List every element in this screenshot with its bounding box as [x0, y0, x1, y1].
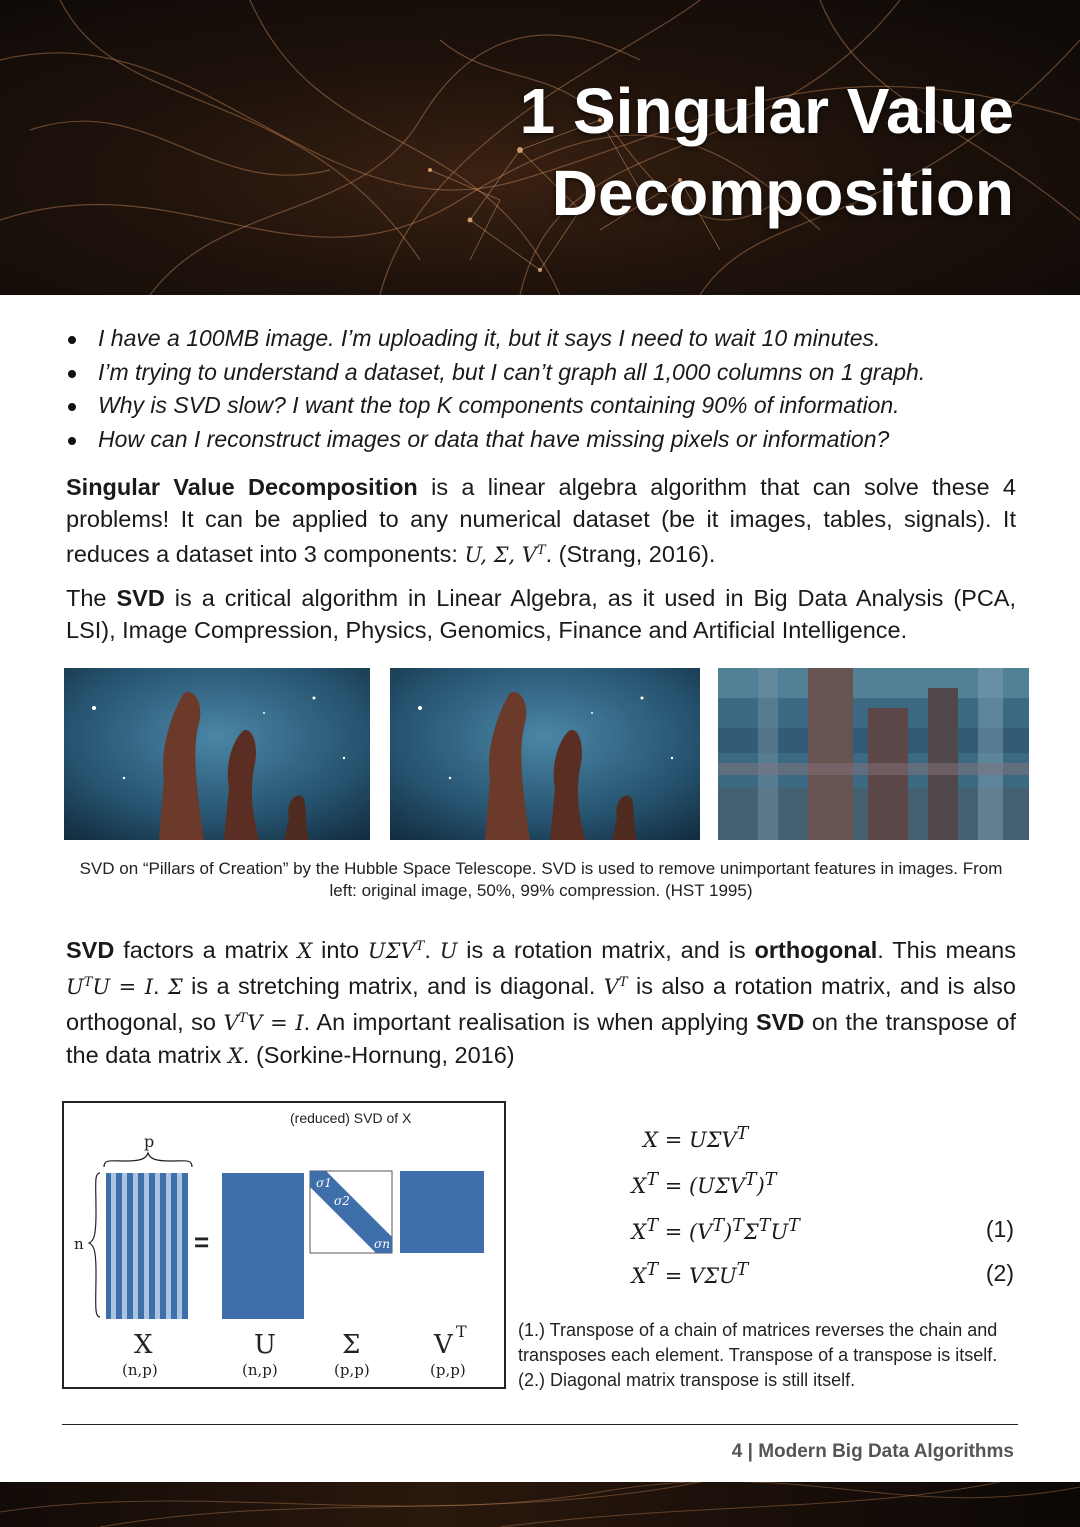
matrix-dims-vt: (p,p): [430, 1361, 466, 1379]
bullet-icon: [68, 437, 76, 445]
math-vtv: [223, 1011, 303, 1035]
equation-lhs: [600, 1260, 658, 1288]
p-label: p: [144, 1132, 155, 1151]
equals-sign: =: [194, 1227, 210, 1257]
n-brace: [89, 1173, 100, 1317]
equation-row: [600, 1260, 1020, 1288]
matrix-vt: [400, 1171, 484, 1253]
matrix-label-vt: V: [434, 1330, 453, 1360]
list-item: [66, 356, 1026, 390]
math-sup: T: [415, 939, 425, 954]
question-text: I’m trying to understand a dataset, but I can’t graph all 1,000 columns on 1 graph.: [98, 358, 926, 385]
intro-math: [464, 543, 545, 567]
intro-math-sup: T: [536, 543, 546, 558]
matrix-u: [222, 1173, 304, 1319]
transpose-note: (1.) Transpose of a chain of matrices reverses the chain and transposes each element. Transpose of a transpose is itself. (2.) Diagonal matrix transpose is still itself.: [518, 1320, 998, 1390]
equation-lhs-base: X: [643, 1128, 658, 1152]
equation-rhs: = $(U\Sigma V^T)^T$: [664, 1170, 777, 1198]
figure-caption: SVD on “Pillars of Creation” by the Hubble Space Telescope. SVD is used to remove unimportant features in images. From left: original image, 50%, 99% compression. (HST 1995): [79, 859, 1003, 900]
factor-text: factors a matrix: [114, 937, 298, 963]
matrix-label-sigma: Σ: [342, 1330, 361, 1360]
equation-lhs-base: X: [631, 1220, 647, 1244]
matrix-dims-u: (n,p): [242, 1361, 278, 1379]
title-line-2: Decomposition: [551, 157, 1014, 229]
factor-text: .: [424, 937, 440, 963]
math-sigma: Σ: [167, 975, 183, 999]
factor-text: is a stretching matrix, and is diagonal.: [182, 973, 604, 999]
page-title: [520, 70, 1014, 234]
list-item: [66, 423, 1026, 457]
pillars-original-image: [64, 668, 370, 840]
equation-lhs-sup: T: [646, 1216, 658, 1236]
footer-band-graphic: [0, 1482, 1080, 1527]
equation-rhs: = $V\Sigma U^T$: [664, 1260, 749, 1288]
title-line-1: 1 Singular Value: [519, 75, 1014, 147]
math-sup: T: [83, 975, 93, 990]
equation-number: (1): [985, 1216, 1014, 1242]
equation-lhs: [600, 1216, 658, 1244]
equation-row: [600, 1170, 776, 1198]
pillars-99-percent-image: [718, 668, 1029, 840]
factor-text: .: [153, 973, 168, 999]
equation-lhs-base: X: [631, 1264, 647, 1288]
importance-bold: SVD: [116, 585, 165, 611]
equation-row: [600, 1124, 748, 1152]
sigma-1-label: σ1: [316, 1176, 332, 1190]
sigma-2-label: σ2: [334, 1194, 350, 1208]
question-text: Why is SVD slow? I want the top K components containing 90% of information.: [98, 392, 900, 418]
svd-diagram-graphic: [64, 1103, 504, 1387]
list-item: [66, 322, 1026, 356]
bullet-icon: [68, 336, 76, 344]
equation-lhs-sup: T: [646, 1170, 658, 1190]
bullet-icon: [68, 403, 76, 411]
equation-row: [600, 1216, 1020, 1244]
intro-text: is a linear algebra algorithm that can solve these 4 problems! It can be applied to any numerical dataset (be it images, tables, signals). It reduces a dataset into 3 components:: [66, 474, 1017, 567]
importance-text: is a critical algorithm in Linear Algebra, as it used in Big Data Analysis (PCA, LSI), Image Compression, Physics, Genomics, Finance and Artificial Intelligence.: [66, 585, 1016, 643]
math-sup: T: [618, 975, 628, 990]
intro-bold-lead: Singular Value Decomposition: [66, 474, 418, 500]
footer-band-image: [0, 1482, 1080, 1527]
factor-paragraph: [66, 931, 1016, 1072]
factor-text: on the transpose of the data matrix: [66, 1009, 1016, 1068]
equation-lhs: [600, 1170, 658, 1198]
equation-number: (2): [985, 1260, 1014, 1286]
intro-math-base: U, Σ, V: [464, 543, 537, 567]
bullet-icon: [68, 370, 76, 378]
math-vtv-b: V = I: [247, 1011, 304, 1035]
equation-lhs: [600, 1124, 658, 1152]
importance-pre: The: [66, 585, 117, 611]
n-label: n: [74, 1235, 84, 1253]
math-sup: T: [238, 1011, 248, 1026]
header-banner: [0, 0, 1080, 295]
pillars-original-graphic: [64, 668, 370, 840]
equation-rhs: = $U\Sigma V^T$: [664, 1124, 749, 1152]
math-x: X: [297, 939, 313, 963]
diagram-heading: (reduced) SVD of X: [290, 1110, 412, 1126]
matrix-label-x: X: [134, 1330, 153, 1360]
sigma-n-label: σn: [374, 1237, 390, 1251]
intro-tail: . (Strang, 2016).: [545, 541, 716, 567]
math-usv-base: UΣV: [367, 939, 416, 963]
math-vtv-a: V: [223, 1011, 239, 1035]
matrix-label-vt-sup: T: [456, 1322, 467, 1341]
matrix-dims-sigma: (p,p): [334, 1361, 370, 1379]
math-utu-b: U = I: [92, 975, 154, 999]
svd-bold: SVD: [66, 937, 115, 963]
math-vt-base: V: [603, 975, 619, 999]
factor-text: . (Sorkine-Hornung, 2016): [242, 1042, 515, 1068]
p-brace: [104, 1153, 192, 1167]
question-list: [66, 322, 1026, 456]
factor-text: is a rotation matrix, and is: [457, 937, 755, 963]
factor-text: . An important realisation is when applying: [303, 1009, 756, 1035]
math-x: X: [227, 1044, 243, 1068]
factor-text: is also a rotation matrix, and is also orthogonal, so: [66, 973, 1016, 1035]
svd-diagram: [62, 1101, 506, 1389]
math-u: U: [439, 939, 458, 963]
math-usv: [368, 939, 424, 963]
pillars-99-percent-graphic: [718, 668, 1029, 840]
equation-lhs-sup: T: [646, 1260, 658, 1280]
page-footer: 4 | Modern Big Data Algorithms: [731, 1441, 1014, 1462]
matrix-label-u: U: [254, 1330, 276, 1360]
intro-paragraph: [66, 471, 1016, 571]
footer-divider: [62, 1424, 1018, 1425]
equation-lhs-base: X: [631, 1174, 647, 1198]
question-text: How can I reconstruct images or data that have missing pixels or information?: [98, 425, 890, 452]
importance-paragraph: [66, 582, 1016, 646]
math-utu: [66, 975, 153, 999]
svd-bold: SVD: [755, 1009, 805, 1035]
pillars-50-percent-image: [390, 668, 700, 840]
orthogonal-bold: orthogonal: [754, 937, 878, 963]
pillars-50-percent-graphic: [390, 668, 700, 840]
factor-text: . This means: [877, 937, 1017, 963]
math-vt: [604, 975, 628, 999]
list-item: [66, 389, 1026, 423]
question-text: I have a 100MB image. I’m uploading it, but it says I need to wait 10 minutes.: [98, 325, 881, 351]
matrix-dims-x: (n,p): [122, 1361, 158, 1379]
math-utu-a: U: [66, 975, 84, 999]
factor-text: into: [312, 937, 368, 963]
equation-rhs: = $(V^T)^T\Sigma^TU^T$: [664, 1216, 800, 1244]
